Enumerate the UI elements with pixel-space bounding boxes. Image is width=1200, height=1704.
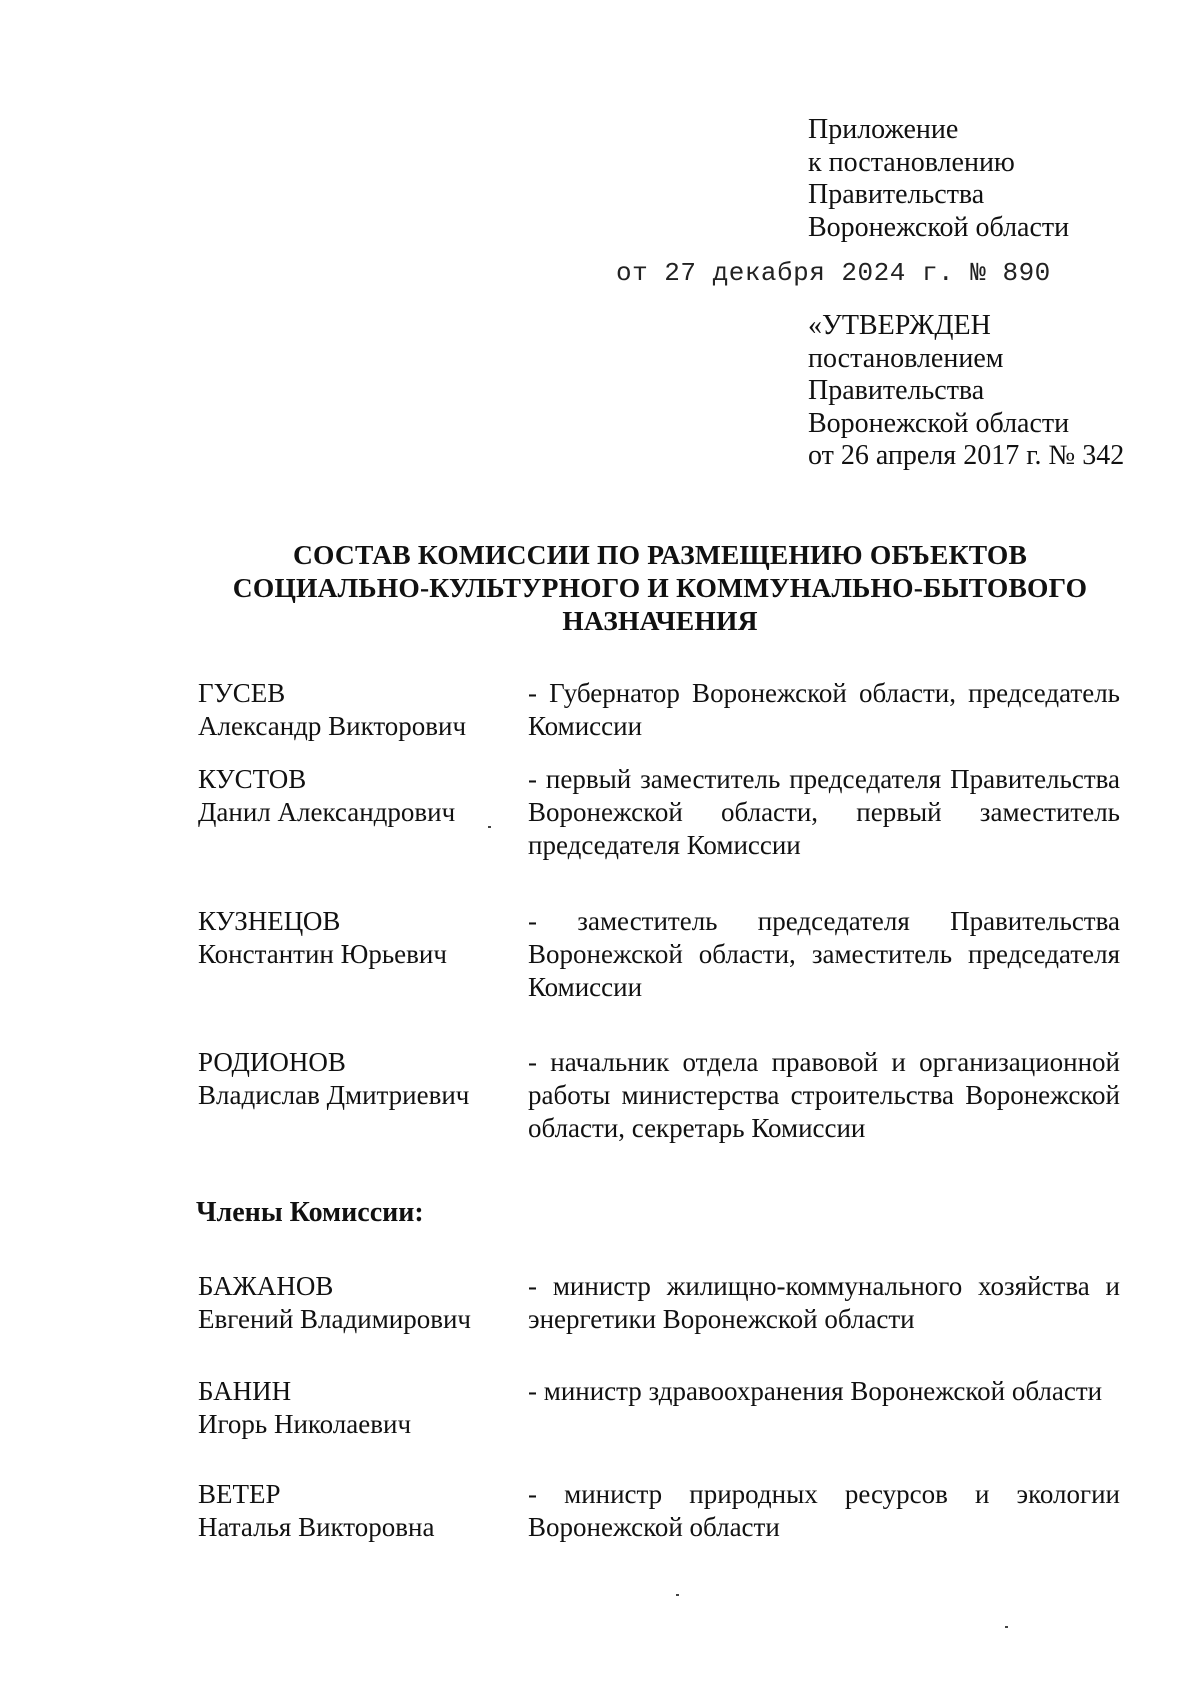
appendix-line: к постановлению [808,146,1015,178]
member-given-names: Евгений Владимирович [198,1304,472,1334]
member-role: - Губернатор Воронежской области, председатель Комиссии [528,678,1120,741]
approval-reference [808,310,1124,473]
approval-line: Воронежской области [808,407,1070,439]
member-name [198,1046,508,1112]
member-name [198,763,508,829]
title-line: СОСТАВ КОМИССИИ ПО РАЗМЕЩЕНИЮ ОБЪЕКТОВ [292,539,1028,570]
appendix-line: Правительства [808,179,985,210]
member-given-names: Александр Викторович [198,711,467,741]
member-surname: ГУСЕВ [198,678,286,708]
member-surname: БАЖАНОВ [198,1271,334,1301]
member-given-names: Владислав Дмитриевич [198,1080,470,1110]
appendix-line: Приложение [808,114,959,145]
members-heading: Члены Комиссии: [196,1197,424,1228]
member-role: - министр природных ресурсов и экологии Воронежской области [528,1479,1120,1542]
member-role: - первый заместитель председателя Правительства Воронежской области, первый заместитель председателя Комиссии [528,764,1120,860]
member-name [198,905,508,971]
member-name [198,1375,508,1441]
member-given-names: Наталья Викторовна [198,1512,435,1542]
member-given-names: Данил Александрович [198,797,456,827]
title-line: СОЦИАЛЬНО-КУЛЬТУРНОГО И КОММУНАЛЬНО-БЫТОВОГО [232,572,1088,603]
document-title [180,538,1140,637]
appendix-reference [808,114,1069,244]
scan-speck [1005,1626,1008,1628]
member-role: - начальник отдела правовой и организационной работы министерства строительства Воронежской области, секретарь Комиссии [528,1047,1120,1143]
order-date-number: от 27 декабря 2024 г. № 890 [616,258,1051,288]
member-name [198,1478,508,1544]
member-surname: КУЗНЕЦОВ [198,906,341,936]
member-given-names: Игорь Николаевич [198,1409,412,1439]
scan-speck [676,1594,679,1596]
title-line: НАЗНАЧЕНИЯ [562,605,758,636]
member-given-names: Константин Юрьевич [198,939,447,969]
approval-line: постановлением [808,342,1004,374]
member-surname: ВЕТЕР [198,1479,281,1509]
member-name [198,677,508,743]
approval-line: «УТВЕРЖДЕН [808,310,991,341]
member-role: - министр жилищно-коммунального хозяйства и энергетики Воронежской области [528,1271,1120,1334]
member-role: - заместитель председателя Правительства Воронежской области, заместитель председателя Комиссии [528,906,1120,1002]
member-surname: РОДИОНОВ [198,1047,346,1077]
approval-line: Правительства [808,375,985,406]
appendix-line: Воронежской области [808,211,1070,243]
member-surname: БАНИН [198,1376,292,1406]
approval-line: от 26 апреля 2017 г. № 342 [808,440,1125,471]
member-name [198,1270,508,1336]
scan-speck [488,826,491,828]
member-surname: КУСТОВ [198,764,307,794]
member-role: - министр здравоохранения Воронежской области [528,1376,1103,1406]
